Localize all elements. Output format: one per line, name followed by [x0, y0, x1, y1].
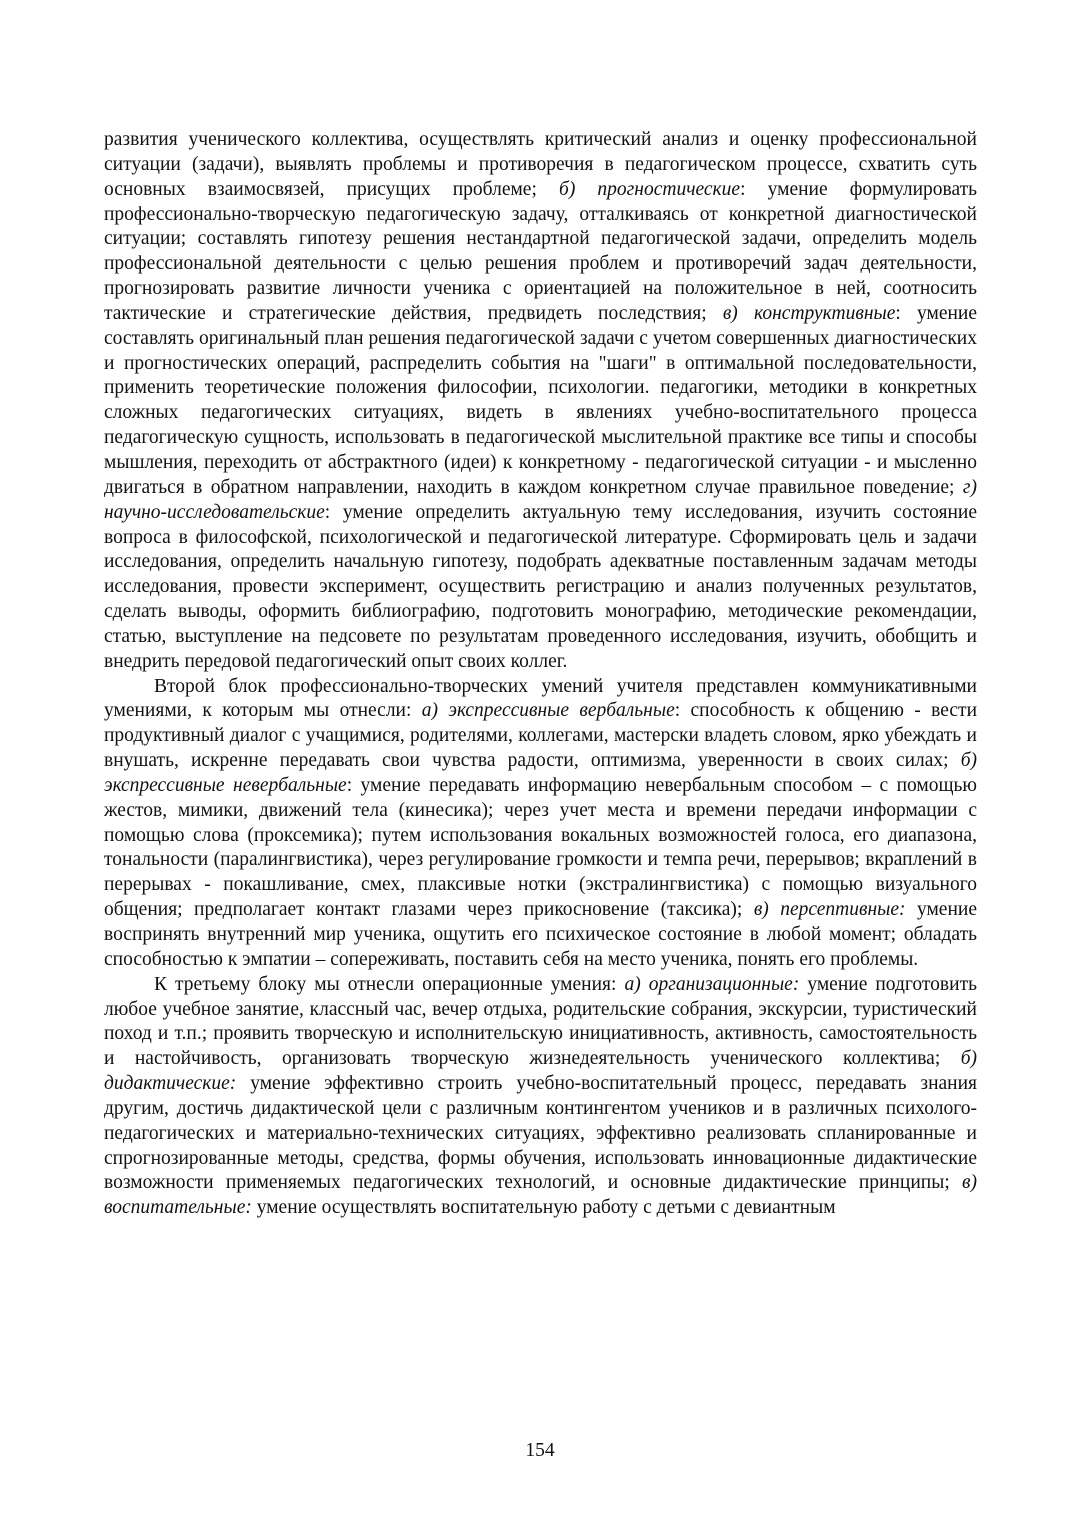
italic-term: а) организационные:: [624, 973, 800, 995]
text-run: : умение определить актуальную тему исследования, изучить состояние вопроса в философской, психологической и педагогической литературе. Сформировать цель и задачи исследования, определить начальную гипотезу, подобрать адекватные поставленным задачам методы исследования, провести эксперимент, осуществить регистрацию и анализ полученных результатов, сделать выводы, оформить библиографию, подготовить монографию, методические рекомендации, статью, выступление на педсовете по результатам проведенного исследования, изучить, обобщить и внедрить передовой педагогический опыт своих коллег.: [104, 501, 977, 672]
text-run: умение подготовить любое учебное занятие, классный час, вечер отдыха, родительские собрания, экскурсии, туристический поход и т.п.; проявить творческую и исполнительскую инициативность, активность, самостоятельность и настойчивость, организовать творческую жизнедеятельность ученического коллектива;: [104, 973, 977, 1070]
text-run: развития ученического коллектива, осуществлять критический анализ и оценку профессиональной ситуации (задачи), выявлять проблемы и противоречия в педагогическом процессе, схватить суть основных взаимосвязей, присущих проблеме;: [104, 129, 977, 200]
text-run: умение осуществлять воспитательную работу с детьми с девиантным: [251, 1197, 836, 1219]
text-run: умение эффективно строить учебно-воспитательный процесс, передавать знания другим, достичь дидактической цели с различным контингентом учеников и в различных психолого-педагогических и материально-технических ситуациях, эффективно реализовать спланированные и спрогнозированные методы, средства, формы обучения, использовать инновационные дидактические возможности применяемых педагогических технологий, и основные дидактические принципы;: [104, 1073, 977, 1194]
text-run: умение воспринять внутренний мир ученика, ощутить его психическое состояние в любой момент; обладать способностью к эмпатии – сопереживать, поставить себя на место ученика, понять его проблемы.: [104, 899, 977, 970]
paragraph-3: [104, 973, 977, 1221]
italic-term: б) прогностические: [559, 178, 741, 200]
text-run: К третьему блоку мы отнесли операционные умения:: [154, 973, 625, 995]
text-run: Второй блок профессионально-творческих умений учителя представлен коммуникативными умениями, к которым мы отнесли:: [104, 675, 977, 722]
italic-term: г) научно-исследовательские: [104, 476, 977, 523]
paragraph-1: [104, 128, 977, 675]
paragraph-2: [104, 675, 977, 973]
italic-term: в) воспитательные:: [104, 1172, 977, 1219]
page-body: [104, 128, 977, 1221]
text-run: : умение передавать информацию невербальным способом – с помощью жестов, мимики, движений тела (кинесика); через учет места и времени передачи информации с помощью слова (проксемика); путем использования вокальных возможностей голоса, его диапазона, тональности (паралингвистика), через регулирование громкости и темпа речи, перерывов; вкраплений в перерывах - покашливание, смех, плаксивые нотки (экстралингвистика) с помощью визуального общения; предполагает контакт глазами через прикосновение (таксика);: [104, 774, 977, 921]
italic-term: а) экспрессивные вербальные: [421, 700, 675, 722]
text-run: : способность к общению - вести продуктивный диалог с учащимися, родителями, коллегами, мастерски владеть словом, ярко убеждать и внушать, искренне передавать свои чувства радости, оптимизма, уверенности в своих силах;: [104, 700, 977, 772]
italic-term: б) дидактические:: [104, 1048, 977, 1095]
italic-term: в) конструктивные: [722, 302, 896, 324]
italic-term: б) экспрессивные невербальные: [104, 750, 977, 796]
text-run: : умение составлять оригинальный план решения педагогической задачи с учетом совершенных диагностических и прогностических операций, распределить события на "шаги" в оптимальной последовательности, применить теоретические положения философии, психологии. педагогики, методики в конкретных сложных педагогических ситуациях, видеть в явлениях учебно-воспитательного процесса педагогическую сущность, использовать в педагогической мыслительной практике все типы и способы мышления, переходить от абстрактного (идеи) к конкретному - педагогической ситуации - и мысленно двигаться в обратном направлении, находить в каждом конкретном случае правильное поведение;: [104, 302, 978, 498]
italic-term: в) персептивные:: [753, 899, 906, 921]
page-number: 154: [525, 1440, 555, 1461]
text-run: : умение формулировать профессионально-творческую педагогическую задачу, отталкиваясь от конкретной диагностической ситуации; составлять гипотезу решения нестандартной педагогической задачи, определить модель профессиональной деятельности с целью решения проблем и противоречий задач деятельности, прогнозировать развитие личности ученика с ориентацией на положительное в ней, соотносить тактические и стратегические действия, предвидеть последствия;: [104, 178, 978, 324]
